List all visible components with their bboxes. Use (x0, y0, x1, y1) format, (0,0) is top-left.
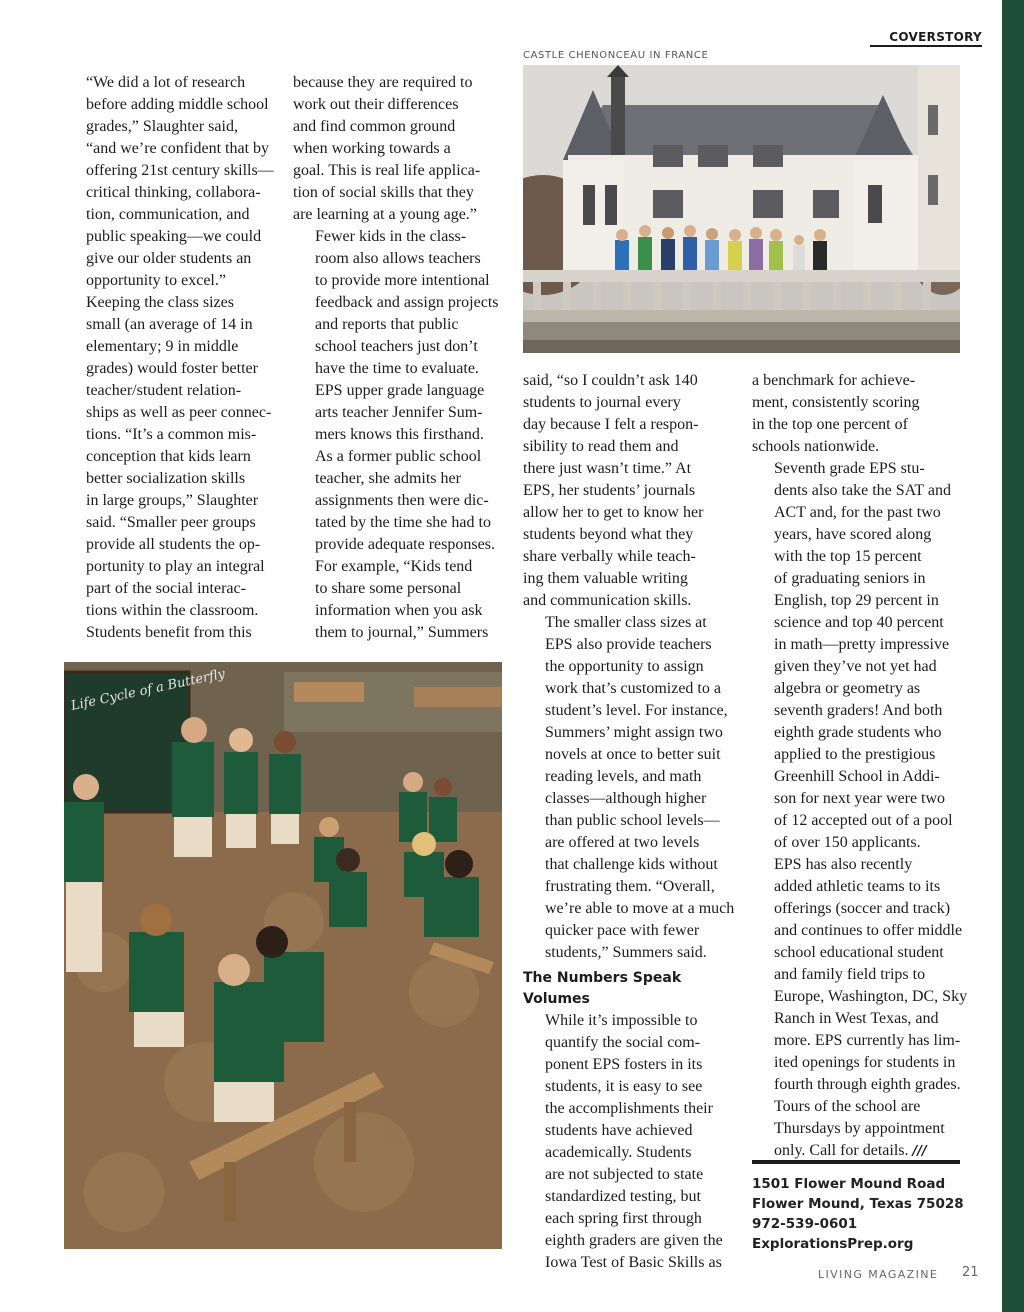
text-line: of graduating seniors in (774, 570, 926, 587)
text-line: with the top 15 percent (774, 548, 922, 565)
text-line: student’s level. For instance, (545, 702, 728, 719)
text-line: schools nationwide. (752, 438, 880, 455)
text-line: tions. “It’s a common mis- (86, 426, 257, 443)
text-line: eighth grade students who (774, 724, 942, 741)
text-line: school educational student (774, 944, 944, 961)
text-line: For example, “Kids tend (315, 558, 473, 575)
text-line: quicker pace with fewer (545, 922, 700, 939)
contact-divider (752, 1160, 960, 1164)
text-line: provide adequate responses. (315, 536, 495, 553)
text-line: because they are required to (293, 74, 473, 91)
text-line: The smaller class sizes at (545, 614, 707, 631)
text-line: students,” Summers said. (545, 944, 707, 961)
text-line: Fewer kids in the class- (315, 228, 467, 245)
text-line: tion, communication, and (86, 206, 250, 223)
contact-website: ExplorationsPrep.org (752, 1236, 914, 1252)
text-line: grades,” Slaughter said, (86, 118, 238, 135)
text-line: goal. This is real life applica- (293, 162, 481, 179)
text-line: room also allows teachers (315, 250, 481, 267)
text-line: algebra or geometry as (774, 680, 921, 697)
text-line: academically. Students (545, 1144, 692, 1161)
text-line: the opportunity to assign (545, 658, 704, 675)
article-column-4 (752, 370, 967, 1163)
text-line: conception that kids learn (86, 448, 251, 465)
text-line: there just wasn’t time.” At (523, 460, 692, 477)
section-subheading (523, 968, 738, 1010)
section-label-story: STORY (936, 30, 982, 44)
text-line: are learning at a young age.” (293, 206, 477, 223)
paragraph (752, 458, 967, 854)
text-line: small (an average of 14 in (86, 316, 253, 333)
text-line: have the time to evaluate. (315, 360, 479, 377)
contact-block (752, 1174, 964, 1254)
text-line: While it’s impossible to (545, 1012, 698, 1029)
text-line: ited openings for students in (774, 1054, 956, 1071)
text-line: school teachers just don’t (315, 338, 478, 355)
text-line: fourth through eighth grades. (774, 1076, 961, 1093)
text-line: added athletic teams to its (774, 878, 941, 895)
text-line: EPS upper grade language (315, 382, 485, 399)
subheading-line: Volumes (523, 991, 590, 1007)
text-line: share verbally while teach- (523, 548, 696, 565)
text-line: tions within the classroom. (86, 602, 259, 619)
text-line: we’re able to move at a much (545, 900, 735, 917)
text-line: information when you ask (315, 602, 483, 619)
text-line: critical thinking, collabora- (86, 184, 261, 201)
text-line: teacher, she admits her (315, 470, 461, 487)
text-line: opportunity to excel.” (86, 272, 226, 289)
text-line: to provide more intentional (315, 272, 490, 289)
text-line: Greenhill School in Addi- (774, 768, 940, 785)
text-line: ment, consistently scoring (752, 394, 920, 411)
text-line: more. EPS currently has lim- (774, 1032, 961, 1049)
text-line: of 12 accepted out of a pool (774, 812, 953, 829)
text-line: than public school levels— (545, 812, 720, 829)
text-line: son for next year were two (774, 790, 946, 807)
text-line: part of the social interac- (86, 580, 246, 597)
contact-city: Flower Mound, Texas 75028 (752, 1196, 964, 1212)
text-line: each spring first through (545, 1210, 702, 1227)
castle-photo-caption: CASTLE CHENONCEAU IN FRANCE (523, 50, 709, 61)
text-line: to share some personal (315, 580, 462, 597)
text-line: sibility to read them and (523, 438, 679, 455)
text-line: said. “Smaller peer groups (86, 514, 256, 531)
text-line: and communication skills. (523, 592, 692, 609)
castle-photo-illustration (523, 65, 960, 353)
text-line: Ranch in West Texas, and (774, 1010, 939, 1027)
paragraph (64, 72, 276, 292)
paragraph (293, 226, 505, 644)
text-line: grades) would foster better (86, 360, 258, 377)
text-line: Iowa Test of Basic Skills as (545, 1254, 722, 1271)
text-line: and continues to offer middle (774, 922, 963, 939)
text-line: classes—although higher (545, 790, 707, 807)
paragraph (293, 72, 505, 226)
article-column-3 (523, 370, 738, 1274)
text-line: ponent EPS fosters in its (545, 1056, 703, 1073)
text-line: elementary; 9 in middle (86, 338, 239, 355)
paragraph (523, 612, 738, 964)
paragraph (523, 370, 738, 612)
end-mark: /// (912, 1144, 927, 1159)
text-line: students have achieved (545, 1122, 693, 1139)
article-column-2 (293, 72, 505, 644)
text-line: in large groups,” Slaughter (86, 492, 259, 509)
text-line: Tours of the school are (774, 1098, 921, 1115)
footer-page-number: 21 (962, 1265, 979, 1280)
section-label-cover: COVER (889, 30, 937, 44)
castle-photo (523, 65, 960, 353)
text-line: standardized testing, but (545, 1188, 701, 1205)
text-line: EPS has also recently (774, 856, 913, 873)
text-line: As a former public school (315, 448, 482, 465)
subheading-line: The Numbers Speak (523, 970, 682, 986)
text-line: in math—pretty impressive (774, 636, 950, 653)
text-line: Europe, Washington, DC, Sky (774, 988, 968, 1005)
text-line: when working towards a (293, 140, 451, 157)
text-line: allow her to get to know her (523, 504, 704, 521)
text-line: and find common ground (293, 118, 456, 135)
text-line: Summers’ might assign two (545, 724, 723, 741)
paragraph (523, 1010, 738, 1274)
text-line: in the top one percent of (752, 416, 908, 433)
paragraph (64, 292, 276, 644)
text-line: arts teacher Jennifer Sum- (315, 404, 483, 421)
text-line: feedback and assign projects (315, 294, 499, 311)
text-line: provide all students the op- (86, 536, 261, 553)
text-line: tion of social skills that they (293, 184, 474, 201)
page-edge-color-bar (1002, 0, 1024, 1312)
text-line: better socialization skills (86, 470, 246, 487)
garden-classroom-photo (64, 662, 502, 1249)
text-line: reading levels, and math (545, 768, 702, 785)
text-line: Keeping the class sizes (86, 294, 234, 311)
text-line: years, have scored along (774, 526, 932, 543)
text-line: novels at once to better suit (545, 746, 721, 763)
text-line: them to journal,” Summers (315, 624, 489, 641)
text-line: teacher/student relation- (86, 382, 242, 399)
text-line: that challenge kids without (545, 856, 718, 873)
text-line: applied to the prestigious (774, 746, 936, 763)
text-line: give our older students an (86, 250, 252, 267)
article-column-1 (64, 72, 276, 644)
text-line: Thursdays by appointment (774, 1120, 945, 1137)
paragraph (752, 854, 967, 1163)
text-line: mers knows this firsthand. (315, 426, 484, 443)
text-line: and family field trips to (774, 966, 926, 983)
section-label (870, 30, 982, 47)
text-line: quantify the social com- (545, 1034, 701, 1051)
text-line: assignments then were dic- (315, 492, 489, 509)
text-line: said, “so I couldn’t ask 140 (523, 372, 698, 389)
text-line: ing them valuable writing (523, 570, 688, 587)
text-line: and reports that public (315, 316, 459, 333)
text-line: students beyond what they (523, 526, 694, 543)
text-line: students to journal every (523, 394, 681, 411)
text-line: a benchmark for achieve- (752, 372, 916, 389)
text-line: Seventh grade EPS stu- (774, 460, 925, 477)
text-line: ACT and, for the past two (774, 504, 941, 521)
text-line: the accomplishments their (545, 1100, 713, 1117)
text-line: offering 21st century skills— (86, 162, 274, 179)
contact-phone: 972-539-0601 (752, 1216, 858, 1232)
text-line: “We did a lot of research (86, 74, 246, 91)
text-line: day because I felt a respon- (523, 416, 699, 433)
chalkboard-text: Life Cycle of a Butterfly (69, 666, 227, 714)
garden-photo-illustration (64, 662, 502, 1249)
text-line: offerings (soccer and track) (774, 900, 951, 917)
text-line: “and we’re confident that by (86, 140, 270, 157)
text-line: seventh graders! And both (774, 702, 943, 719)
text-line: tated by the time she had to (315, 514, 491, 531)
text-line: dents also take the SAT and (774, 482, 952, 499)
text-line: before adding middle school (86, 96, 269, 113)
text-line-final: only. Call for details. (774, 1142, 909, 1159)
text-line: frustrating them. “Overall, (545, 878, 715, 895)
text-line: public speaking—we could (86, 228, 262, 245)
text-line: are not subjected to state (545, 1166, 704, 1183)
text-line: of over 150 applicants. (774, 834, 921, 851)
text-line: science and top 40 percent (774, 614, 944, 631)
footer-magazine-name: LIVING MAGAZINE (818, 1268, 939, 1281)
text-line: EPS, her students’ journals (523, 482, 696, 499)
contact-street: 1501 Flower Mound Road (752, 1176, 946, 1192)
text-line: work that’s customized to a (545, 680, 721, 697)
text-line: English, top 29 percent in (774, 592, 939, 609)
text-line: ships as well as peer connec- (86, 404, 272, 421)
text-line: portunity to play an integral (86, 558, 265, 575)
text-line: eighth graders are given the (545, 1232, 723, 1249)
text-line: are offered at two levels (545, 834, 700, 851)
text-line: EPS also provide teachers (545, 636, 712, 653)
text-line: given they’ve not yet had (774, 658, 937, 675)
paragraph (752, 370, 967, 458)
text-line: Students benefit from this (86, 624, 252, 641)
text-line: work out their differences (293, 96, 459, 113)
text-line: students, it is easy to see (545, 1078, 703, 1095)
